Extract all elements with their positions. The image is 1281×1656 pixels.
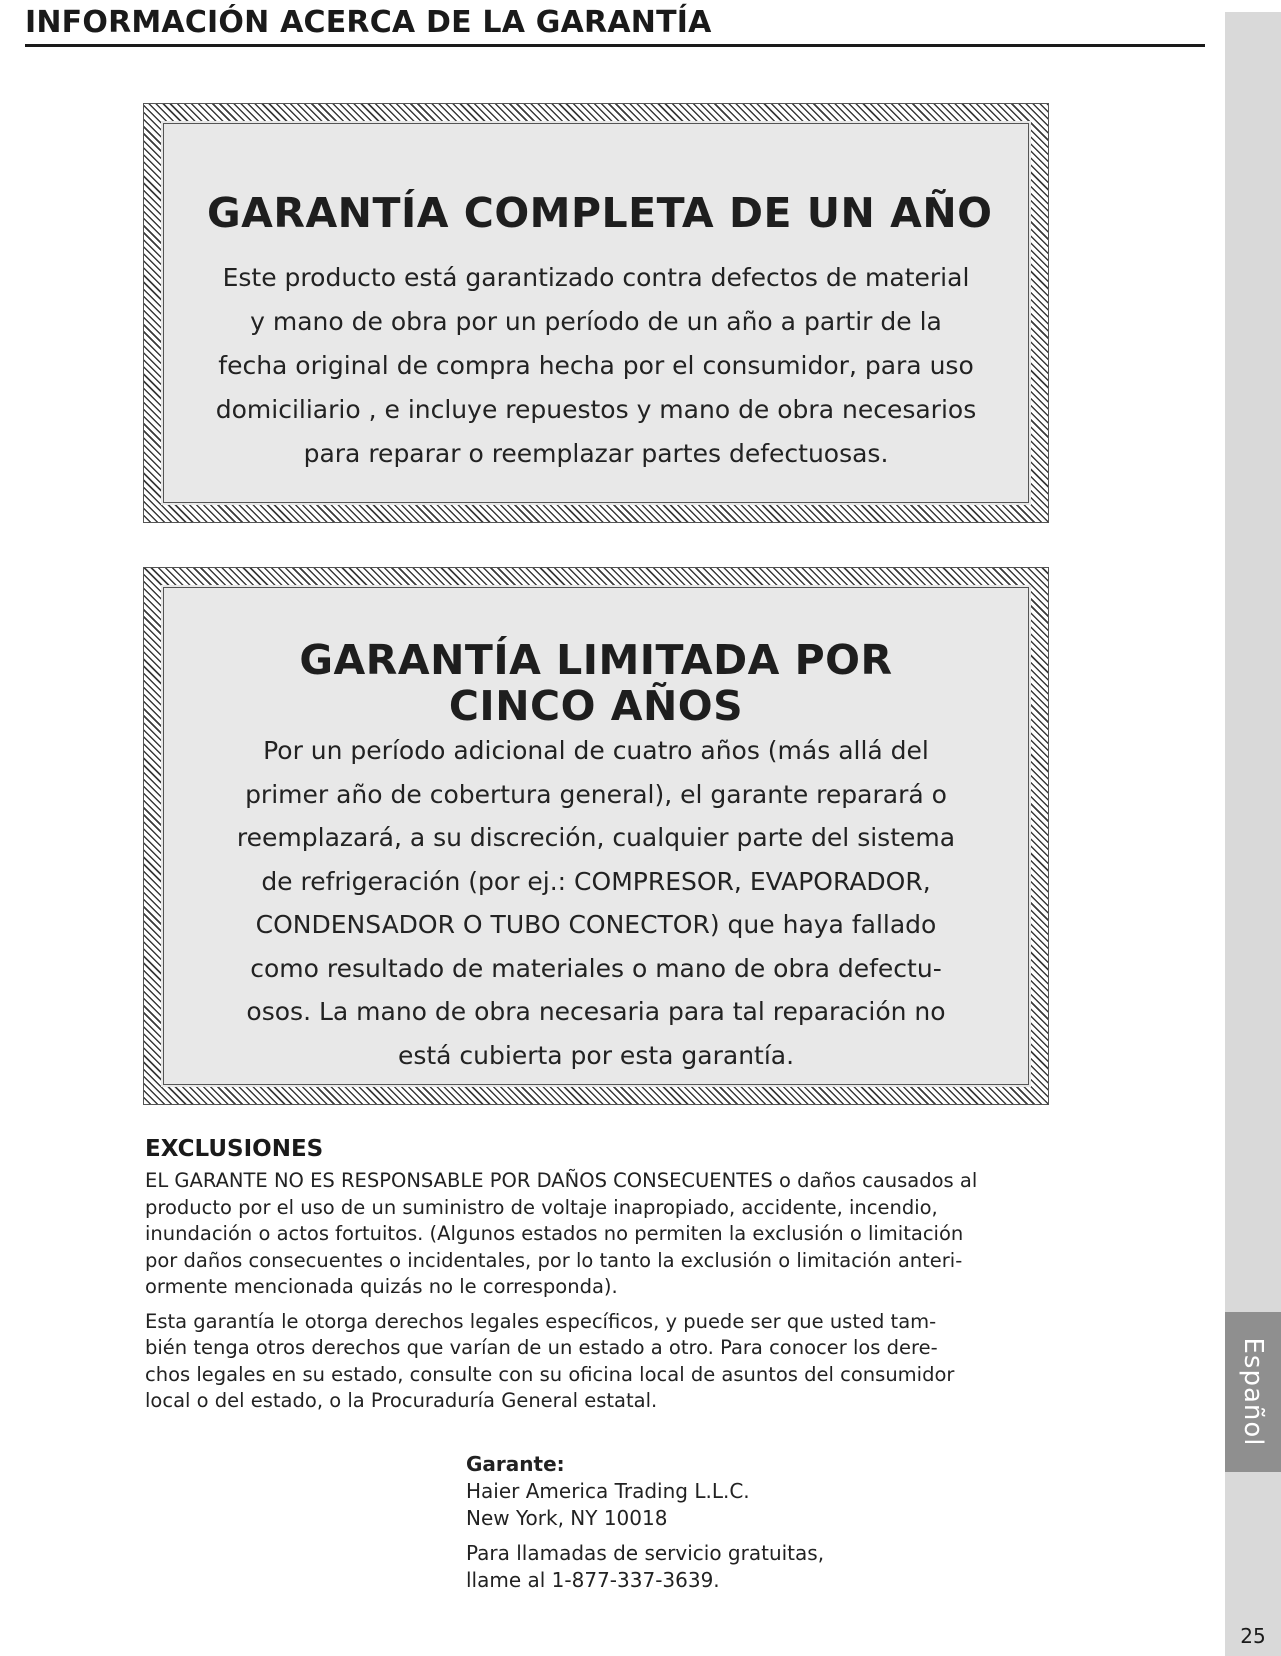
- exclusions-heading: EXCLUSIONES: [145, 1136, 324, 1162]
- spacer: [466, 1532, 966, 1540]
- text-line: de refrigeración (por ej.: COMPRESOR, EVAPORADOR,: [261, 866, 931, 896]
- page-header: [25, 4, 1205, 47]
- text-line: domiciliario , e incluye repuestos y mano de obra necesarios: [215, 395, 977, 424]
- full-warranty-title: GARANTÍA COMPLETA DE UN AÑO: [207, 189, 993, 237]
- limited-warranty-box: [143, 567, 1049, 1105]
- language-tab-label: Español: [1238, 1337, 1268, 1447]
- text-line: y mano de obra por un período de un año a partir de la: [250, 307, 942, 336]
- text-line: Por un período adicional de cuatro años (más allá del: [263, 736, 929, 765]
- page-title: INFORMACIÓN ACERCA DE LA GARANTÍA: [25, 5, 712, 40]
- text-line: EL GARANTE NO ES RESPONSABLE POR DAÑOS CONSECUENTES o daños causados al: [145, 1169, 978, 1192]
- guarantor-heading: Garante:: [466, 1452, 565, 1476]
- text-line: producto por el uso de un suministro de voltaje inapropiado, accidente, incendio,: [145, 1195, 938, 1219]
- exclusions-section: [145, 1134, 1060, 1423]
- service-phone-text: llame al 1-877-337-3639.: [466, 1568, 720, 1592]
- guarantor-block: [466, 1451, 966, 1594]
- limited-warranty-text: [181, 729, 1011, 1077]
- text-line: está cubierta por esta garantía.: [397, 1040, 795, 1070]
- text-line: bién tenga otros derechos que varían de un estado a otro. Para conocer los dere-: [145, 1336, 938, 1359]
- text-line: para reparar o reemplazar partes defectuosas.: [303, 439, 889, 468]
- text-line: osos. La mano de obra necesaria para tal reparación no: [246, 997, 946, 1026]
- title-line: GARANTÍA LIMITADA POR: [299, 636, 893, 684]
- service-call-text: Para llamadas de servicio gratuitas,: [466, 1541, 825, 1565]
- limited-warranty-title: [161, 637, 1031, 729]
- text-line: local o del estado, o la Procuraduría General estatal.: [145, 1389, 658, 1412]
- text-line: fecha original de compra hecha por el consumidor, para uso: [218, 351, 974, 380]
- text-line: Este producto está garantizado contra defectos de material: [222, 263, 970, 292]
- full-warranty-box: [143, 103, 1049, 523]
- text-line: CONDENSADOR O TUBO CONECTOR) que haya fallado: [255, 910, 937, 939]
- guarantor-address: New York, NY 10018: [466, 1506, 668, 1530]
- page-number: 25: [1240, 1624, 1266, 1648]
- text-line: por daños consecuentes o incidentales, por lo tanto la exclusión o limitación anteri-: [145, 1248, 963, 1272]
- exclusions-paragraph: [145, 1168, 1060, 1301]
- title-line: CINCO AÑOS: [448, 682, 744, 730]
- guarantor-company: Haier America Trading L.L.C.: [466, 1479, 750, 1503]
- text-line: primer año de cobertura general), el garante reparará o: [245, 779, 947, 809]
- text-line: reemplazará, a su discreción, cualquier parte del sistema: [236, 823, 956, 852]
- text-line: inundación o actos fortuitos. (Algunos estados no permiten la exclusión o limitación: [145, 1222, 964, 1245]
- text-line: Esta garantía le otorga derechos legales específicos, y puede ser que usted tam-: [145, 1309, 937, 1333]
- legal-rights-paragraph: [145, 1309, 1060, 1415]
- text-line: ormente mencionada quizás no le corresponda).: [145, 1275, 618, 1298]
- full-warranty-text: [181, 256, 1011, 476]
- text-line: chos legales en su estado, consulte con su oficina local de asuntos del consumidor: [145, 1362, 955, 1386]
- text-line: como resultado de materiales o mano de obra defectu-: [250, 953, 942, 983]
